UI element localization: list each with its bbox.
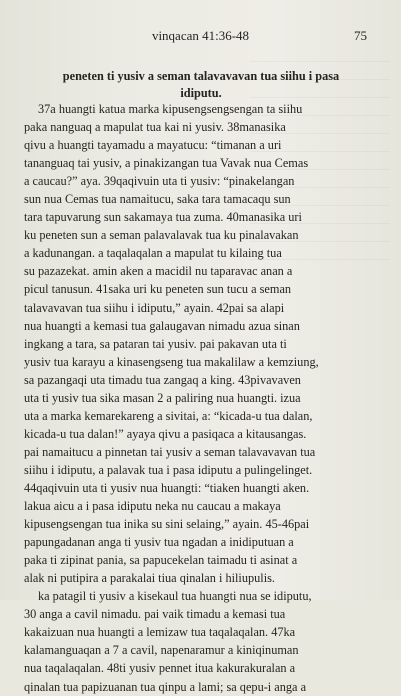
section-title-line-2: idiputu. — [180, 86, 222, 100]
text-line: qivu a huangti tayamadu a mayatucu: “timanan a uri — [24, 138, 282, 153]
text-line: a kadunangan. a taqalaqalan a mapulat tu kilaing tua — [24, 246, 282, 261]
text-line: su pazazekat. amin aken a macidil nu taparavac anan a — [24, 264, 293, 279]
text-line: yusiv tua karayu a kinasengseng tua makalilaw a kemziung, — [24, 354, 319, 369]
text-line: kakaizuan nua huangti a lemizaw tua taqalaqalan. 47ka — [24, 625, 296, 640]
text-line: picul tanusun. 41saka uri ku peneten sun tucu a seman — [24, 282, 292, 297]
text-line: kalamanguaqan a 7 a cavil, napenaramur a kiniqinuman — [24, 643, 299, 658]
text-line: kicada-u tua dalan!” ayaya qivu a pasiqaca a kitausangas. — [24, 426, 307, 441]
text-line: a caucau?” aya. 39qaqivuin uta ti yusiv: “pinakelangan — [24, 174, 295, 189]
page-number: 75 — [354, 28, 367, 43]
text-line: kipusengsengan tua inika su sini selaing,” ayain. 45-46pai — [24, 517, 310, 532]
section-title — [24, 68, 378, 102]
running-head: vinqacan 41:36-48 — [151, 28, 250, 43]
body-text — [24, 100, 380, 696]
text-line: uta ti yusiv tua sika masan 2 a paliring nua huangti. izua — [24, 390, 301, 405]
text-line: 44qaqivuin uta ti yusiv nua huangti: “tiaken huangti aken. — [24, 480, 310, 495]
text-line: ka patagil ti yusiv a kisekaul tua huangti nua se idiputu, — [38, 589, 312, 604]
text-line: tara tapuvarung sun sakamaya tua zuma. 40manasika uri — [24, 210, 302, 225]
text-line: tananguaq tai yusiv, a pinakizangan tua Vavak nua Cemas — [24, 156, 309, 171]
text-line: sa pazangaqi uta timadu tua zangaq a king. 43pivavaven — [24, 372, 301, 387]
text-line: siihu i idiputu, a palavak tua i pasa idiputu a pulingelinget. — [24, 462, 313, 477]
text-line: pai namaitucu a pinnetan tai yusiv a seman talavavavan tua — [24, 444, 316, 459]
text-line: lakua aicu a i pasa idiputu neka nu caucau a makaya — [24, 499, 281, 514]
text-line: 30 anga a cavil nimadu. pai vaik timadu a kemasi tua — [24, 607, 286, 622]
section-title-line-1: peneten ti yusiv a seman talavavavan tua siihu i pasa — [62, 69, 340, 83]
text-line: ingkang a tara, sa pataran tai yusiv. pai pakavan uta ti — [24, 336, 287, 351]
page-header — [0, 28, 401, 46]
text-line: 37a huangti katua marka kipusengsengsengan ta siihu — [38, 102, 303, 116]
text-line: uta a marka kemarekareng a sivitai, a: “kicada-u tua dalan, — [24, 408, 313, 423]
text-line: nua huangti a kemasi tua galaugavan nimadu azua sinan — [24, 318, 300, 333]
text-line: ku peneten sun a seman palavalavak tua ku pinalavakan — [24, 228, 299, 243]
text-line: qinalan tua papizuanan tua qinpu a lami; sa qepu-i anga a — [24, 679, 307, 694]
text-line: paka ti zipinat pania, sa papucekelan taimadu ti asinat a — [24, 553, 298, 568]
text-line: talavavavan tua siihu i idiputu,” ayain. 42pai sa alapi — [24, 300, 285, 315]
text-line: papungadanan anga ti yusiv tua ngadan a inidiputuan a — [24, 535, 294, 550]
text-line: paka nanguaq a mapulat tua kai ni yusiv. 38manasika — [24, 120, 286, 135]
text-line: nua taqalaqalan. 48ti yusiv pennet itua kakurakuralan a — [24, 661, 296, 676]
text-line: sun nua Cemas tua namaitucu, saka tara tamacaqu sun — [24, 192, 291, 207]
text-line: alak ni putipira a parakalai tiua qinalan i hiliupulis. — [24, 571, 275, 586]
